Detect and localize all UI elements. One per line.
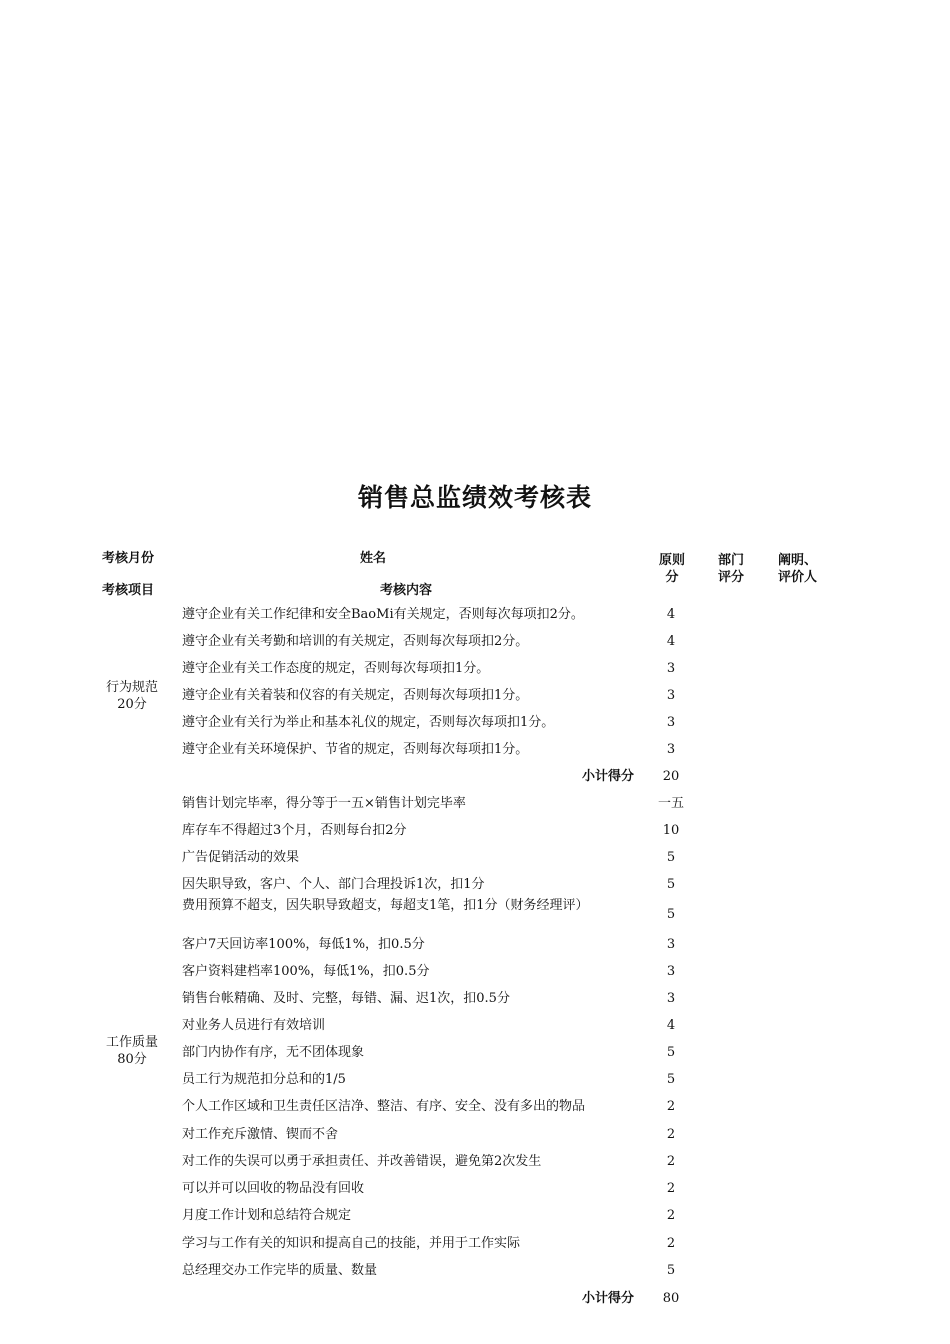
subtotal-label: 小计得分 — [581, 769, 634, 784]
criterion-score: 4 — [666, 634, 676, 649]
criterion-score: 3 — [666, 991, 676, 1006]
subtotal-score: 80 — [662, 1291, 680, 1306]
table-row — [182, 628, 742, 655]
category-label — [96, 679, 168, 713]
criterion-score: 5 — [666, 1072, 676, 1087]
criterion-score: 5 — [666, 1045, 676, 1060]
criterion-score: 5 — [666, 907, 676, 922]
criterion-text: 遵守企业有关着装和仪容的有关规定，否则每次每项扣1分。 — [182, 688, 529, 703]
category-name: 行为规范 — [105, 680, 158, 695]
table-row — [182, 1230, 742, 1257]
criterion-score: 一五 — [657, 796, 684, 811]
criterion-score: 10 — [662, 823, 680, 838]
criterion-text: 总经理交办工作完毕的质量、数量 — [182, 1263, 378, 1278]
criterion-score: 3 — [666, 964, 676, 979]
criterion-text: 个人工作区域和卫生责任区洁净、整洁、有序、安全、没有多出的物品 — [182, 1099, 586, 1114]
criterion-score: 4 — [666, 1018, 676, 1033]
criterion-text: 可以并可以回收的物品没有回收 — [182, 1181, 365, 1196]
criterion-score: 2 — [666, 1154, 676, 1169]
header-reviewer-label: 阐明、评价人 — [778, 553, 818, 585]
category-points: 80分 — [117, 1052, 147, 1067]
criterion-text: 员工行为规范扣分总和的1/5 — [182, 1072, 346, 1087]
criterion-text: 学习与工作有关的知识和提高自己的技能，并用于工作实际 — [182, 1236, 521, 1251]
table-row — [182, 1012, 742, 1039]
criterion-text: 遵守企业有关工作态度的规定，否则每次每项扣1分。 — [182, 661, 490, 676]
header-content-label: 考核内容 — [380, 583, 433, 598]
criterion-text: 销售计划完毕率，得分等于一五×销售计划完毕率 — [182, 796, 466, 811]
table-row — [182, 985, 742, 1012]
criterion-text: 遵守企业有关工作纪律和安全BaoMi有关规定，否则每次每项扣2分。 — [182, 607, 584, 622]
category-label — [96, 1034, 168, 1068]
criterion-score: 2 — [666, 1208, 676, 1223]
table-row — [182, 958, 742, 985]
criterion-score: 3 — [666, 742, 676, 757]
criterion-text: 遵守企业有关行为举止和基本礼仪的规定，否则每次每项扣1分。 — [182, 715, 555, 730]
criterion-score: 3 — [666, 661, 676, 676]
criterion-text: 部门内协作有序，无不团体现象 — [182, 1045, 365, 1060]
table-row — [182, 655, 742, 682]
criterion-score: 2 — [666, 1099, 676, 1114]
criterion-text: 月度工作计划和总结符合规定 — [182, 1208, 352, 1223]
criterion-score: 5 — [666, 850, 676, 865]
criterion-text: 对业务人员进行有效培训 — [182, 1018, 326, 1033]
table-row — [182, 1121, 742, 1148]
table-row — [182, 844, 742, 871]
criterion-text: 费用预算不超支，因失职导致超支，每超支1笔，扣1分（财务经理评） — [182, 898, 589, 913]
header-name-label: 姓名 — [360, 551, 387, 566]
criterion-text: 对工作充斥激情、锲而不舍 — [182, 1127, 339, 1142]
category-points: 20分 — [117, 697, 147, 712]
header-item-label: 考核项目 — [102, 583, 155, 598]
category-name: 工作质量 — [105, 1035, 158, 1050]
criterion-text: 遵守企业有关考勤和培训的有关规定，否则每次每项扣2分。 — [182, 634, 529, 649]
table-row — [182, 1202, 742, 1229]
table-row — [182, 790, 742, 817]
table-row — [182, 817, 742, 844]
criterion-score: 5 — [666, 1263, 676, 1278]
table-row — [182, 1175, 742, 1202]
criterion-text: 对工作的失误可以勇于承担责任、并改善错误，避免第2次发生 — [182, 1154, 542, 1169]
criterion-score: 3 — [666, 688, 676, 703]
criterion-text: 销售台帐精确、及时、完整，每错、漏、迟1次，扣0.5分 — [182, 991, 510, 1006]
subtotal-row — [182, 763, 742, 790]
table-row — [182, 1257, 742, 1284]
criterion-text: 广告促销活动的效果 — [182, 850, 300, 865]
table-row — [182, 601, 742, 628]
criterion-score: 3 — [666, 937, 676, 952]
criterion-score: 4 — [666, 607, 676, 622]
table-row — [182, 1148, 742, 1175]
table-row — [182, 871, 742, 898]
page-title: 销售总监绩效考核表 — [357, 483, 592, 512]
table-row — [182, 1066, 742, 1093]
criterion-score: 2 — [666, 1181, 676, 1196]
criterion-score: 2 — [666, 1127, 676, 1142]
table-row — [182, 1039, 742, 1066]
criterion-score: 3 — [666, 715, 676, 730]
criterion-score: 5 — [666, 877, 676, 892]
criterion-score: 2 — [666, 1236, 676, 1251]
criterion-text: 因失职导致，客户、个人、部门合理投诉1次，扣1分 — [182, 877, 485, 892]
table-row — [182, 1093, 742, 1120]
subtotal-row — [182, 1285, 742, 1312]
criterion-text: 遵守企业有关环境保护、节省的规定，否则每次每项扣1分。 — [182, 742, 529, 757]
subtotal-label: 小计得分 — [581, 1291, 634, 1306]
criterion-text: 客户资料建档率100%，每低1%，扣0.5分 — [182, 964, 430, 979]
subtotal-score: 20 — [662, 769, 680, 784]
header-dept-score-label: 部门评分 — [718, 553, 745, 585]
table-row — [182, 931, 742, 958]
table-row — [182, 899, 742, 931]
header-month-label: 考核月份 — [102, 551, 155, 566]
criterion-text: 库存车不得超过3个月，否则每台扣2分 — [182, 823, 407, 838]
table-row — [182, 736, 742, 763]
table-row — [182, 682, 742, 709]
header-standard-score-label: 原则分 — [658, 553, 685, 585]
criterion-text: 客户7天回访率100%，每低1%，扣0.5分 — [182, 937, 425, 952]
table-row — [182, 709, 742, 736]
